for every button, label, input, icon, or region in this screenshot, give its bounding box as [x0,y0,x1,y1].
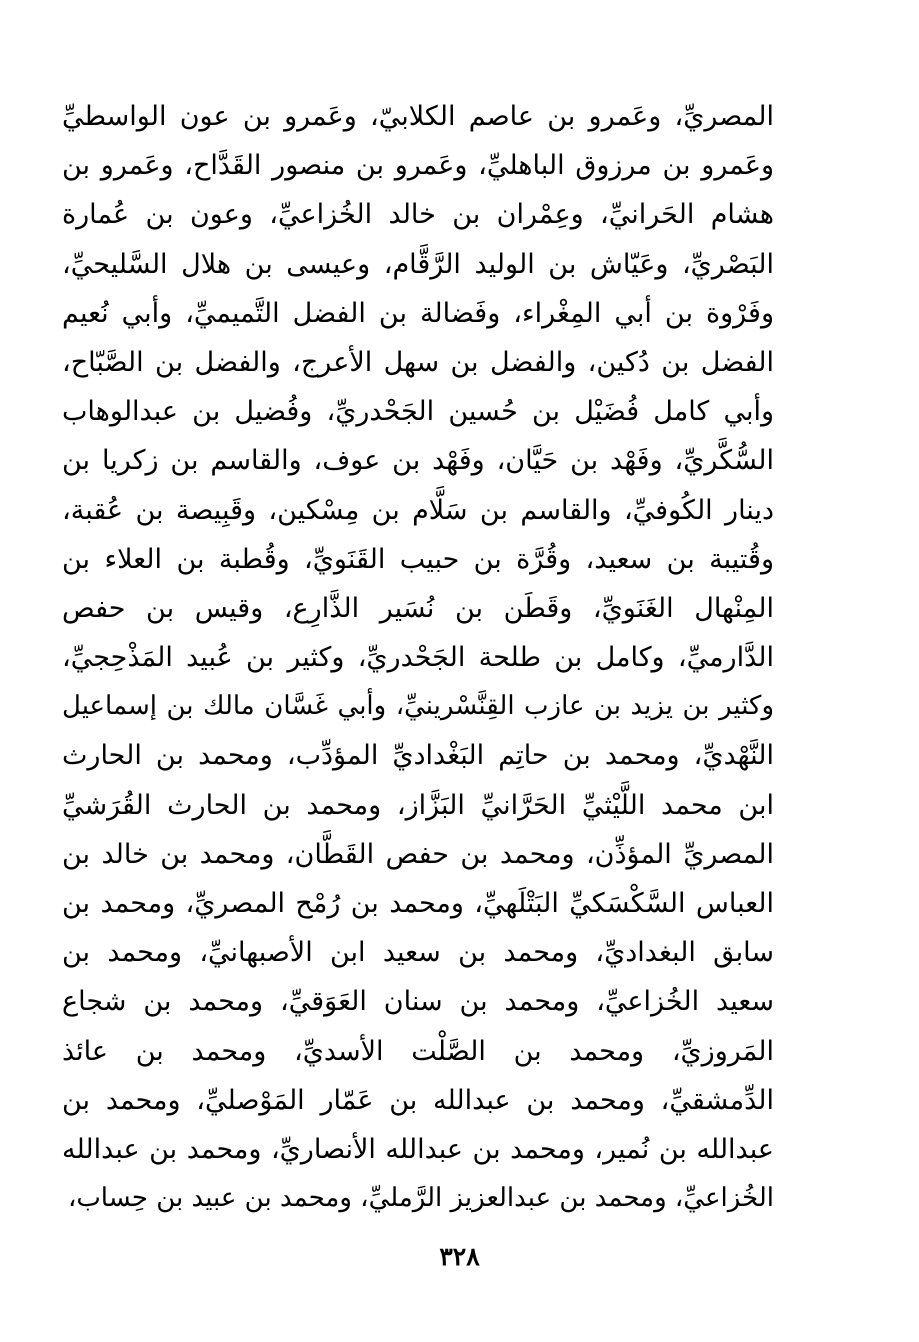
text-line-19: سعيد الخُزاعيِّ، ومحمد بن سنان العَوَقيِّ، ومحمد بن شجاع [62,986,774,1018]
text-line-21: الدِّمشقيِّ، ومحمد بن عبدالله بن عَمّار المَوْصليِّ، ومحمد بن [62,1084,774,1116]
text-line-16: المصريِّ المؤذِّن، ومحمد بن حفص القَطَّان، ومحمد بن خالد بن [62,838,774,870]
body-text [62,92,774,1223]
text-line-5: وفَرْوة بن أبي المِغْراء، وفَضالة بن الفضل التَّميميِّ، وأبي نُعيم [62,297,774,329]
text-line-12: الدَّارميِّ، وكامل بن طلحة الجَحْدريِّ، وكثير بن عُبيد المَذْحِجيِّ، [62,642,774,674]
text-line-14: النَّهْديِّ، ومحمد بن حاتِم البَغْداديِّ المؤدِّب، ومحمد بن الحارث [62,740,774,772]
text-line-20: المَروزيِّ، ومحمد بن الصَّلْت الأسديِّ، ومحمد بن عائذ [62,1035,774,1067]
text-line-10: وقُتيبة بن سعيد، وقُرَّة بن حبيب القَنَويِّ، وقُطبة بن العلاء بن [62,543,774,575]
text-line-3: هشام الحَرانيِّ، وعِمْران بن خالد الخُزاعيِّ، وعون بن عُمارة [62,199,774,231]
text-line-7: وأبي كامل فُضَيْل بن حُسين الجَحْدريِّ، وفُضيل بن عبدالوهاب [62,396,774,428]
text-line-8: السُّكَّريِّ، وفَهْد بن حَيَّان، وفَهْد بن عوف، والقاسم بن زكريا بن [62,445,774,477]
text-line-1: المصريِّ، وعَمرو بن عاصم الكلابيّ، وعَمرو بن عون الواسطيِّ [62,101,774,132]
page-number: ٣٢٨ [439,1242,480,1271]
text-line-11: المِنْهال الغَنَويِّ، وقَطَن بن نُسَير الذَّارِع، وقيس بن حفص [62,592,774,624]
text-line-18: سابق البغداديِّ، ومحمد بن سعيد ابن الأصبهانيِّ، ومحمد بن [62,937,774,969]
text-line-13: وكثير بن يزيد بن عازب القِنَّسْرينيِّ، وأبي غَسَّان مالك بن إسماعيل [62,691,774,722]
text-line-15: ابن محمد اللَّيْثيِّ الحَرَّانيِّ البَزَّاز، ومحمد بن الحارث القُرَشيِّ [62,789,774,821]
text-line-4: البَصْريِّ، وعَيّاش بن الوليد الرَّقَّام، وعيسى بن هلال السَّليحيِّ، [62,248,774,280]
text-line-22: عبدالله بن نُمير، ومحمد بن عبدالله الأنصاريِّ، ومحمد بن عبدالله [62,1133,774,1165]
text-line-9: دينار الكُوفيِّ، والقاسم بن سَلَّام بن مِسْكين، وقَبِيصة بن عُقبة، [62,494,774,526]
text-line-17: العباس السَّكْسَكيِّ البَتْلَهيِّ، ومحمد بن رُمْح المصريِّ، ومحمد بن [62,888,774,919]
text-line-23: الخُزاعيِّ، ومحمد بن عبدالعزيز الرَّمليِّ، ومحمد بن عبيد بن حِساب، [67,1183,774,1214]
text-line-6: الفضل بن دُكين، والفضل بن سهل الأعرج، والفضل بن الصَّبّاح، [62,346,774,378]
text-line-2: وعَمرو بن مرزوق الباهليِّ، وعَمرو بن منصور القَدَّاح، وعَمرو بن [62,150,774,182]
